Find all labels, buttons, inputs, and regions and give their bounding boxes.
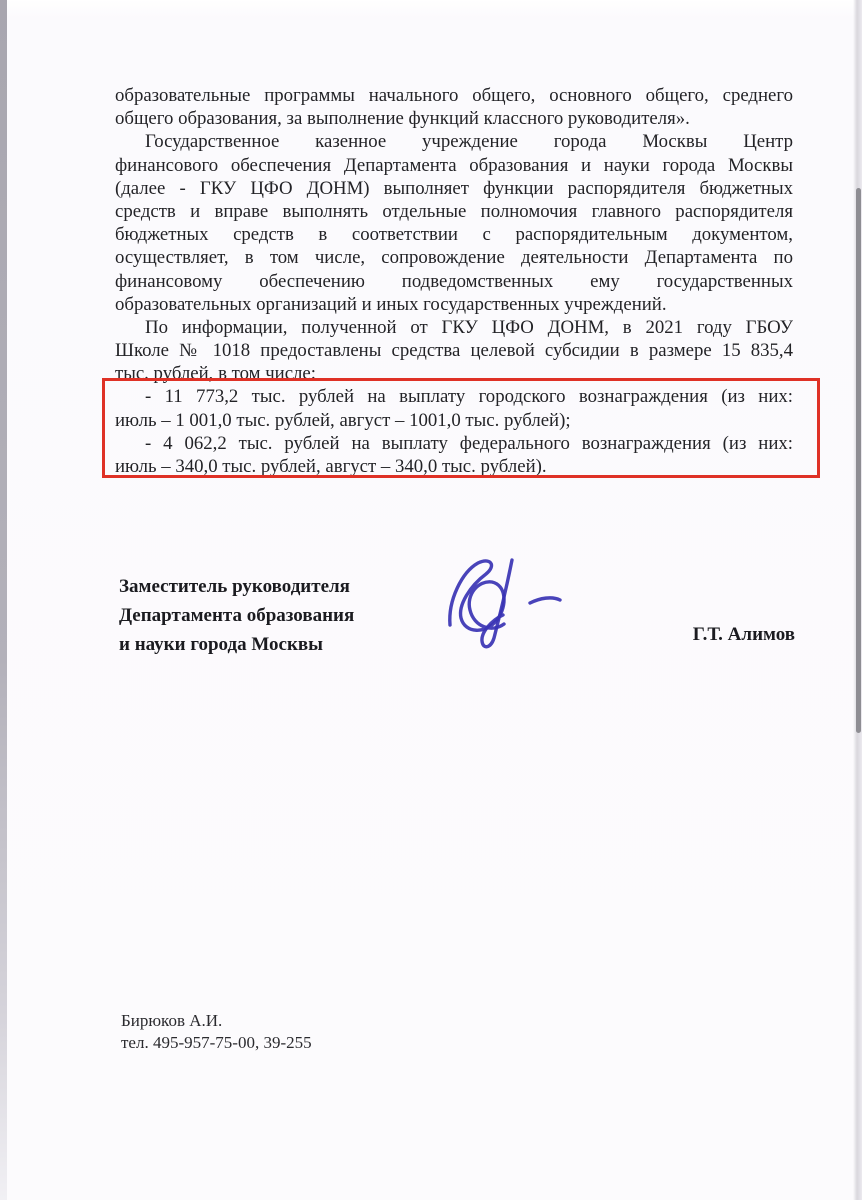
text-line: июль – 1 001,0 тыс. рублей, август – 1001,0 тыс. рублей); — [115, 409, 571, 431]
signoff-title-line: Департамента образования — [119, 605, 355, 626]
text-line: финансового обеспечения Департамента образования и науки города Москвы — [115, 154, 793, 176]
text-line: (далее - ГКУ ЦФО ДОНМ) выполняет функции распорядителя бюджетных — [115, 177, 793, 199]
text-line: образовательные программы начального общего, основного общего, среднего — [115, 85, 793, 106]
text-line: финансовому обеспечению подведомственных ему государственных — [115, 270, 793, 292]
text-line: бюджетных средств в соответствии с распорядительным документом, — [115, 224, 793, 246]
contact-name: Бирюков А.И. — [121, 1011, 223, 1030]
text-line: осуществляет, в том числе, сопровождение деятельности Департамента по — [115, 247, 793, 269]
signoff-title-line: Заместитель руководителя — [119, 576, 350, 597]
text-line: Государственное казенное учреждение города Москвы Центр — [145, 131, 793, 153]
signoff-name: Г.Т. Алимов — [692, 624, 795, 645]
text-line: По информации, полученной от ГКУ ЦФО ДОНМ, в 2021 году ГБОУ — [145, 316, 793, 338]
contact-phone: тел. 495-957-75-00, 39-255 — [121, 1033, 312, 1052]
signoff-title-line: и науки города Москвы — [119, 634, 324, 655]
text-line: - 4 062,2 тыс. рублей на выплату федерального вознаграждения (из них: — [145, 432, 793, 454]
scan-left-edge — [0, 0, 7, 1200]
text-line: образовательных организаций и иных государственных учреждений. — [115, 293, 667, 315]
footer-contact — [121, 1010, 312, 1054]
text-line: тыс. рублей, в том числе: — [115, 363, 316, 385]
text-line: средств и вправе выполнять отдельные полномочия главного распорядителя — [115, 200, 793, 222]
text-line: общего образования, за выполнение функций классного руководителя». — [115, 108, 690, 130]
signoff-title — [119, 572, 354, 659]
text-line: июль – 340,0 тыс. рублей, август – 340,0 тыс. рублей). — [115, 456, 547, 477]
scrollbar-thumb[interactable] — [856, 188, 861, 733]
text-line: - 11 773,2 тыс. рублей на выплату городского вознаграждения (из них: — [145, 386, 793, 408]
document-body — [115, 84, 793, 478]
signature-scribble — [433, 545, 568, 660]
text-line: Школе № 1018 предоставлены средства целевой субсидии в размере 15 835,4 — [115, 340, 793, 362]
